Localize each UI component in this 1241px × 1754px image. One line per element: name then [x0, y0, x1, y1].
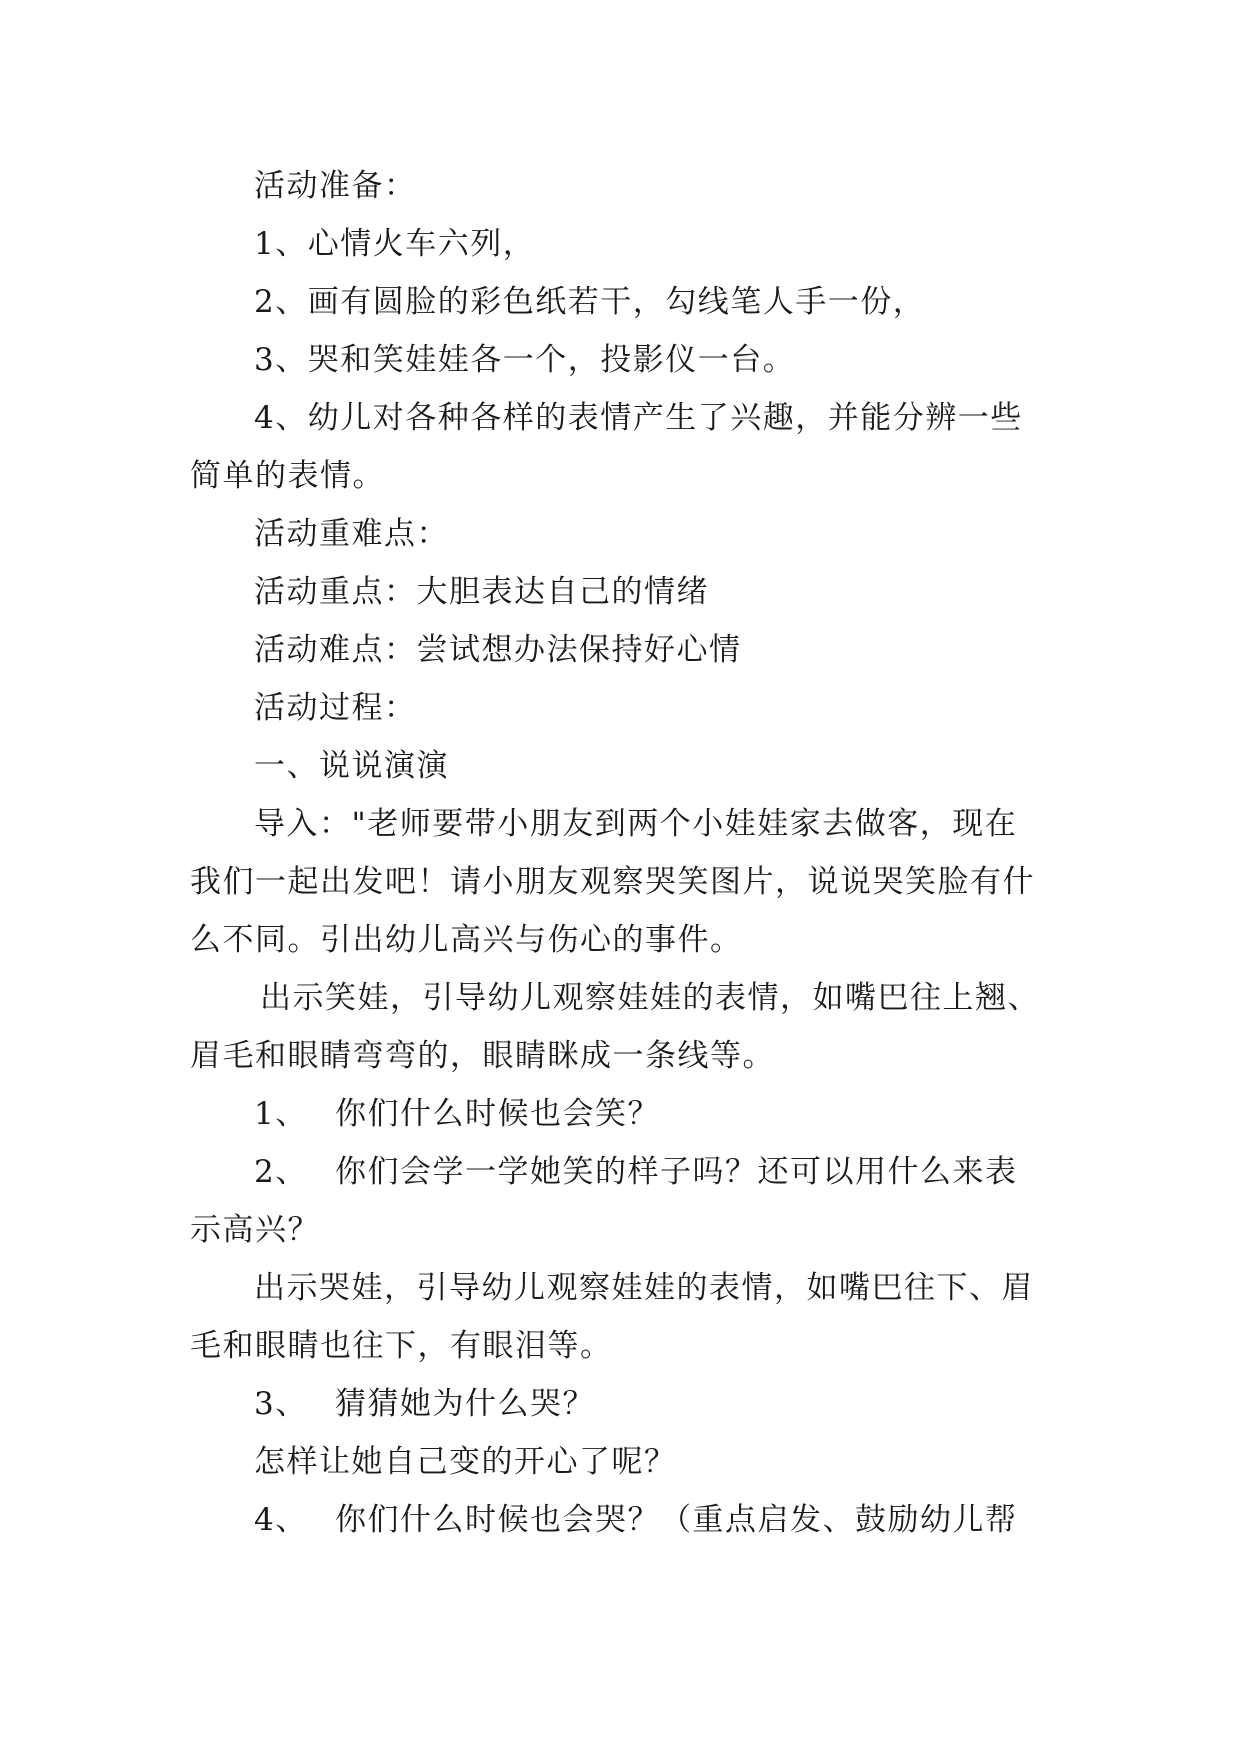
paragraph-line: 眉毛和眼睛弯弯的，眼睛眯成一条线等。: [190, 1038, 775, 1074]
paragraph-line: 2、画有圆脸的彩色纸若干，勾线笔人手一份，: [254, 284, 926, 320]
list-number: 3、: [254, 1386, 308, 1422]
paragraph-line: 示高兴？: [190, 1212, 320, 1248]
paragraph-line: 活动重点：大胆表达自己的情绪: [254, 574, 709, 610]
paragraph-line: 毛和眼睛也往下，有眼泪等。: [190, 1328, 613, 1364]
section-heading-preparation: 活动准备：: [254, 168, 417, 204]
paragraph-line: 简单的表情。: [190, 458, 385, 494]
paragraph-line: 出示笑娃，引导幼儿观察娃娃的表情，如嘴巴往上翘、: [260, 980, 1040, 1016]
paragraph-line: 活动难点：尝试想办法保持好心情: [254, 632, 742, 668]
paragraph-line: 出示哭娃，引导幼儿观察娃娃的表情，如嘴巴往下、眉: [254, 1270, 1034, 1306]
list-number: 4、: [254, 1502, 308, 1538]
list-number: 2、: [254, 1154, 308, 1190]
list-item: 你们什么时候也会笑？: [335, 1096, 660, 1132]
paragraph-line: 么不同。引出幼儿高兴与伤心的事件。: [190, 922, 743, 958]
list-item: 你们会学一学她笑的样子吗？还可以用什么来表: [335, 1154, 1018, 1190]
paragraph-line: 3、哭和笑娃娃各一个，投影仪一台。: [254, 342, 796, 378]
paragraph-line: 1、心情火车六列，: [254, 226, 536, 262]
paragraph-line: 怎样让她自己变的开心了呢？: [254, 1444, 677, 1480]
subsection-heading: 一、说说演演: [254, 748, 449, 784]
list-item: 猜猜她为什么哭？: [335, 1386, 595, 1422]
paragraph-line: 我们一起出发吧！请小朋友观察哭笑图片，说说哭笑脸有什: [190, 864, 1035, 900]
paragraph-line: 4、幼儿对各种各样的表情产生了兴趣，并能分辨一些: [254, 400, 1023, 436]
section-heading-key-points: 活动重难点：: [254, 516, 449, 552]
list-number: 1、: [254, 1096, 308, 1132]
paragraph-line: 导入："老师要带小朋友到两个小娃娃家去做客，现在: [254, 806, 1018, 842]
list-item: 你们什么时候也会哭？（重点启发、鼓励幼儿帮: [335, 1502, 1018, 1538]
section-heading-process: 活动过程：: [254, 690, 417, 726]
